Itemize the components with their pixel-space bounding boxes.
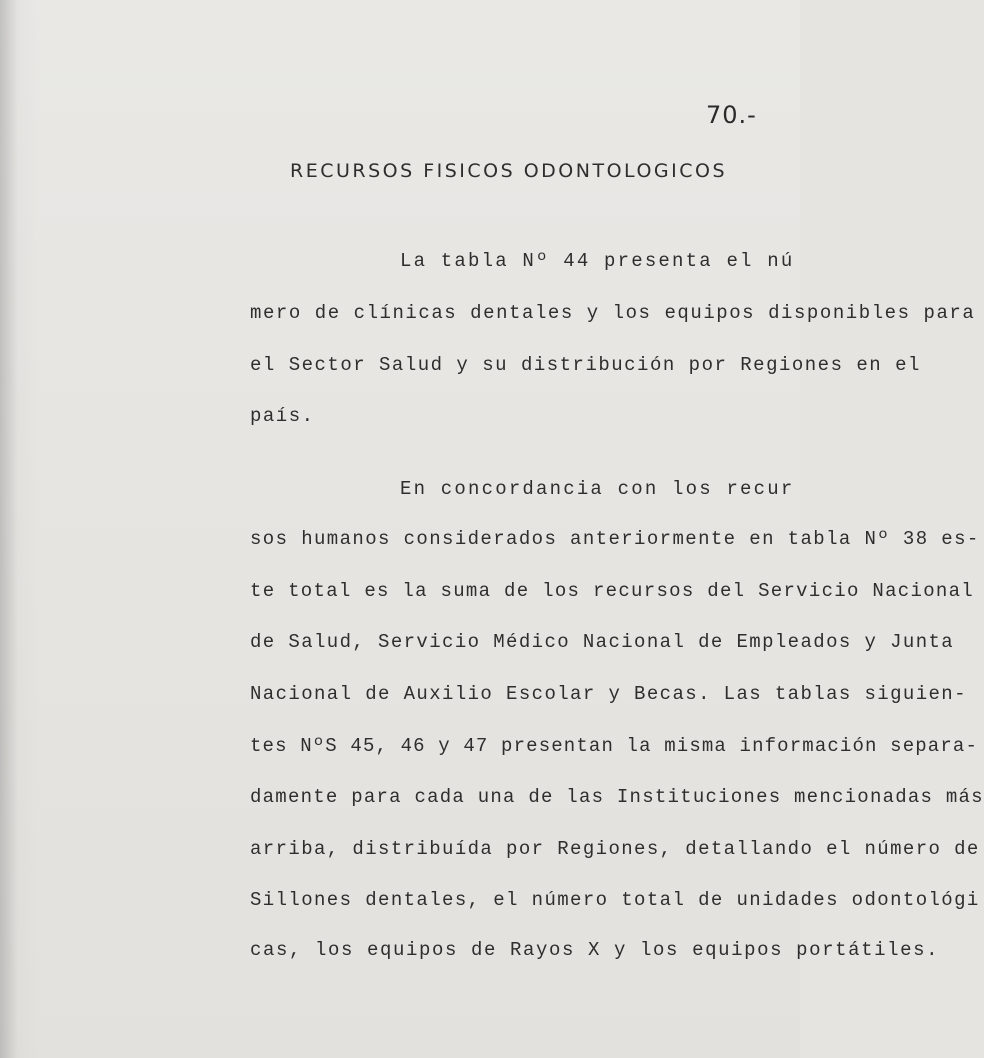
paragraph2-line-2: sos humanos considerados anteriormente en tabla Nº 38 es- [250, 528, 980, 550]
paragraph1-line-4: país. [250, 405, 315, 427]
paragraph2-line-8: arriba, distribuída por Regiones, detallando el número de [250, 838, 980, 860]
paragraph1-line-1: La tabla Nº 44 presenta el nú [400, 250, 795, 272]
paragraph2-line-3: te total es la suma de los recursos del Servicio Nacional [250, 580, 975, 602]
paragraph2-line-1: En concordancia con los recur [400, 478, 795, 500]
paragraph2-line-4: de Salud, Servicio Médico Nacional de Empleados y Junta [250, 631, 955, 653]
paragraph2-line-7: damente para cada una de las Instituciones mencionadas más [250, 786, 984, 808]
paragraph1-line-3: el Sector Salud y su distribución por Regiones en el [250, 354, 921, 376]
paragraph2-line-6: tes NºS 45, 46 y 47 presentan la misma información separa- [250, 735, 979, 757]
paragraph2-line-5: Nacional de Auxilio Escolar y Becas. Las tablas siguien- [250, 683, 967, 705]
page-number: 70.- [706, 101, 757, 129]
paragraph1-line-2: mero de clínicas dentales y los equipos disponibles para [250, 302, 976, 324]
paragraph2-line-9: Sillones dentales, el número total de unidades odontológi [250, 889, 980, 911]
paragraph2-line-10: cas, los equipos de Rayos X y los equipos portátiles. [250, 939, 940, 961]
section-title: RECURSOS FISICOS ODONTOLOGICOS [290, 160, 728, 182]
